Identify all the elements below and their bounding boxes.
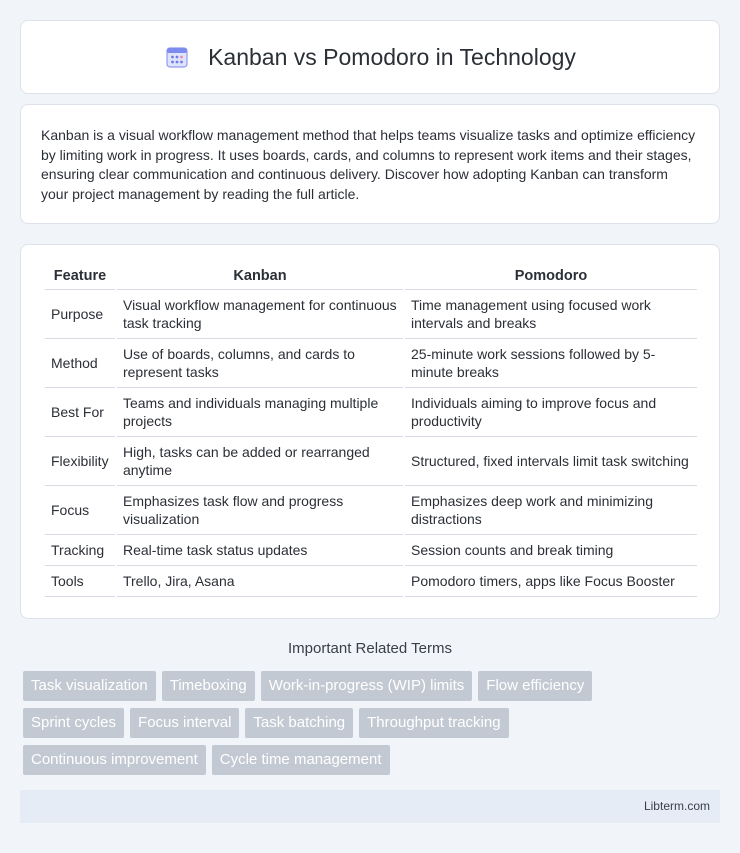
pomodoro-cell: Time management using focused work intervals and breaks — [405, 290, 697, 339]
comparison-table — [43, 263, 699, 597]
feature-cell: Flexibility — [45, 437, 115, 486]
tag-row — [23, 671, 723, 701]
intro-section — [20, 104, 720, 224]
tag-timeboxing[interactable]: Timeboxing — [162, 671, 255, 701]
tag-wip-limits[interactable]: Work-in-progress (WIP) limits — [261, 671, 473, 701]
table-row — [45, 339, 697, 388]
kanban-cell: Emphasizes task flow and progress visualization — [117, 486, 403, 535]
related-terms-title: Important Related Terms — [288, 640, 452, 657]
kanban-cell: Visual workflow management for continuous task tracking — [117, 290, 403, 339]
pomodoro-cell: Structured, fixed intervals limit task switching — [405, 437, 697, 486]
tag-task-visualization[interactable]: Task visualization — [23, 671, 156, 701]
pomodoro-cell: 25-minute work sessions followed by 5-minute breaks — [405, 339, 697, 388]
footer-site-link[interactable]: Libterm.com — [643, 799, 710, 813]
tag-row — [23, 745, 723, 775]
table-row — [45, 566, 697, 597]
intro-text: Kanban is a visual workflow management method that helps teams visualize tasks and optimize efficiency by limiting work in progress. It uses boards, cards, and columns to represent work items and their stages, ensuring clear communication and continuous delivery. Discover how adopting Kanban can transform your project management by reading the full article. — [41, 127, 696, 202]
tag-cycle-time-management[interactable]: Cycle time management — [212, 745, 390, 775]
table-row — [45, 388, 697, 437]
table-row — [45, 290, 697, 339]
feature-cell: Focus — [45, 486, 115, 535]
table-row — [45, 486, 697, 535]
feature-cell: Tools — [45, 566, 115, 597]
tag-row — [23, 708, 723, 738]
kanban-cell: Teams and individuals managing multiple projects — [117, 388, 403, 437]
tag-focus-interval[interactable]: Focus interval — [130, 708, 239, 738]
page-header — [20, 20, 720, 94]
tag-continuous-improvement[interactable]: Continuous improvement — [23, 745, 206, 775]
tag-sprint-cycles[interactable]: Sprint cycles — [23, 708, 124, 738]
kanban-cell: Real-time task status updates — [117, 535, 403, 566]
kanban-cell: Use of boards, columns, and cards to represent tasks — [117, 339, 403, 388]
column-header-kanban: Kanban — [117, 263, 403, 290]
feature-cell: Tracking — [45, 535, 115, 566]
calendar-grid-icon — [164, 44, 190, 70]
pomodoro-cell: Session counts and break timing — [405, 535, 697, 566]
tag-throughput-tracking[interactable]: Throughput tracking — [359, 708, 508, 738]
pomodoro-cell: Pomodoro timers, apps like Focus Booster — [405, 566, 697, 597]
kanban-cell: High, tasks can be added or rearranged anytime — [117, 437, 403, 486]
column-header-feature: Feature — [45, 263, 115, 290]
pomodoro-cell: Emphasizes deep work and minimizing distractions — [405, 486, 697, 535]
comparison-table-card — [20, 244, 720, 619]
table-row — [45, 437, 697, 486]
feature-cell: Purpose — [45, 290, 115, 339]
related-terms-tags — [23, 671, 723, 782]
footer — [20, 790, 720, 823]
tag-task-batching[interactable]: Task batching — [245, 708, 353, 738]
feature-cell: Best For — [45, 388, 115, 437]
page-title: Kanban vs Pomodoro in Technology — [208, 43, 576, 70]
feature-cell: Method — [45, 339, 115, 388]
pomodoro-cell: Individuals aiming to improve focus and productivity — [405, 388, 697, 437]
column-header-pomodoro: Pomodoro — [405, 263, 697, 290]
table-header-row — [45, 263, 697, 290]
kanban-cell: Trello, Jira, Asana — [117, 566, 403, 597]
tag-flow-efficiency[interactable]: Flow efficiency — [478, 671, 592, 701]
table-row — [45, 535, 697, 566]
